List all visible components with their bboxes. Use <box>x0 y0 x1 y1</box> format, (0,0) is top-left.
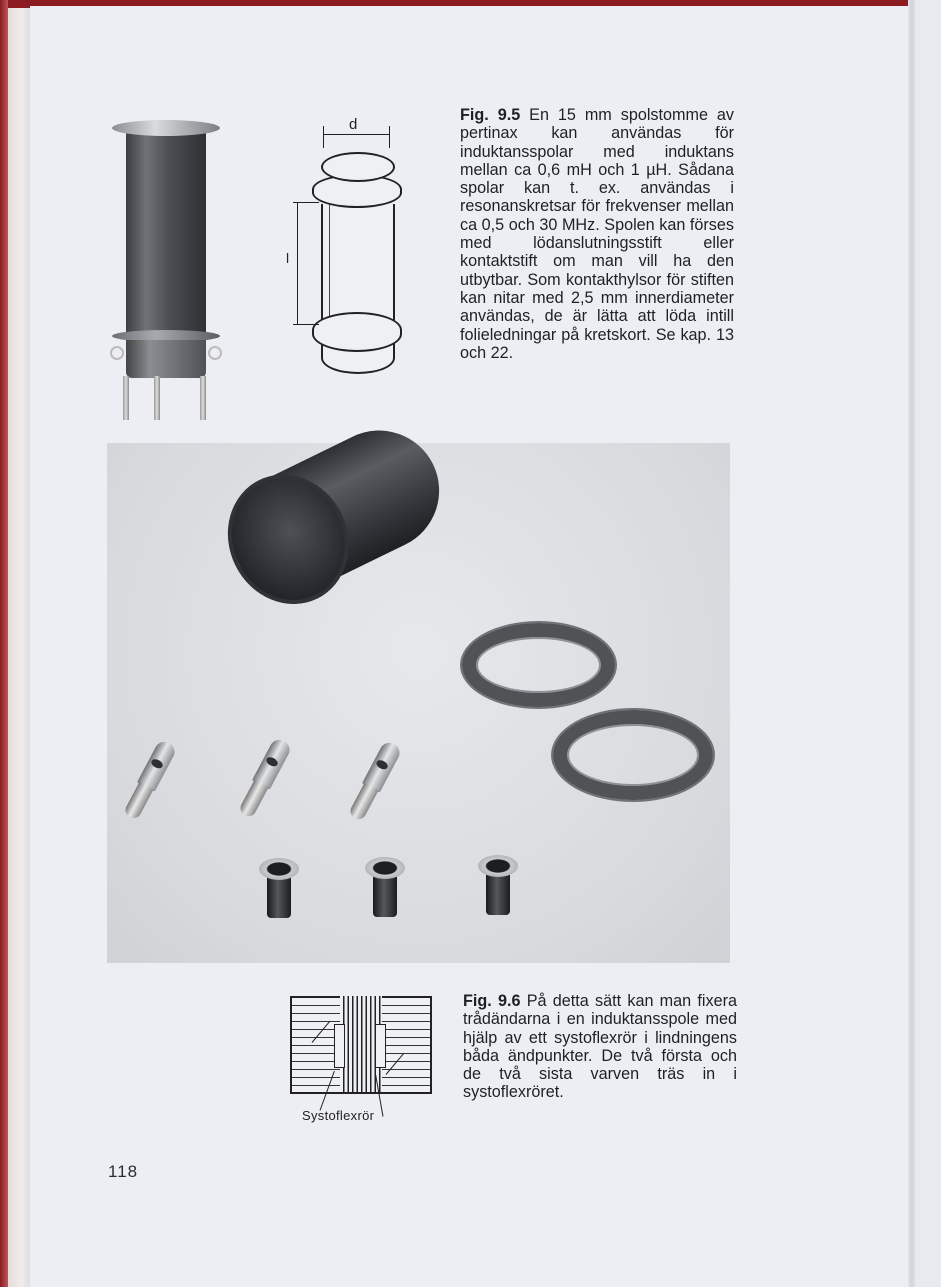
sleeving-tube <box>334 1024 345 1068</box>
dimension-tick <box>323 126 324 148</box>
dimension-tick <box>293 324 319 325</box>
diameter-dimension-line <box>323 134 389 135</box>
sleeving-tube <box>375 1024 386 1068</box>
dimension-tick <box>389 126 390 148</box>
coil-top-flange <box>112 120 220 136</box>
page-number: 118 <box>108 1162 139 1181</box>
book-cover-edge-left <box>0 0 8 1287</box>
coil-tube <box>126 128 206 338</box>
figure-label: Fig. 9.6 <box>463 992 521 1010</box>
drawing-tube-body <box>321 204 395 322</box>
washer <box>462 623 615 707</box>
facing-page-edge <box>916 0 941 1287</box>
washer <box>553 710 713 800</box>
caption-text: På detta sätt kan man fixera trådändarna i en induktansspole med hjälp av ett systoflexrör i lindningens båda ändpunkter. De två första och de två sista varven träs in i systoflexröret. <box>463 992 737 1102</box>
systoflex-label: Systoflexrör <box>302 1108 375 1123</box>
figure-label: Fig. 9.5 <box>460 106 521 124</box>
dimension-tick <box>293 202 319 203</box>
drawing-top-ring <box>321 152 395 182</box>
coil-base <box>126 340 206 378</box>
rivet <box>259 858 299 920</box>
drawing-tube-edge <box>329 204 330 322</box>
contact-pin <box>118 737 180 824</box>
coil-former-drawing <box>285 112 410 382</box>
figure-caption-9-5 <box>460 106 734 362</box>
length-dimension-line <box>297 202 298 324</box>
page-stack-edge <box>8 8 30 1287</box>
contact-pin <box>233 735 295 822</box>
drawing-bottom-flange <box>312 312 402 352</box>
caption-text: En 15 mm spolstomme av pertinax kan användas för induktansspolar med induktans mellan ca 0,6 mH och 1 µH. Sådana spolar kan t. ex. användas i resonanskretsar för frekvenser mellan ca 0,5 och 30 MHz. Spolen kan förses med lödanslutningsstift eller kontaktstift om man vill ha den utbytbar. Som kontakthylsor för stiften kan nitar med 2,5 mm innerdiameter användas, de är lätta att löda intill folieledningar på kretskort. Se kap. 13 och 22. <box>460 106 735 362</box>
winding-drawing <box>290 996 430 1126</box>
coil-pin <box>200 376 206 420</box>
figure-caption-9-6 <box>463 992 737 1102</box>
rivet <box>478 855 518 917</box>
coil-pin <box>123 376 129 420</box>
contact-pin <box>343 738 405 825</box>
components-photo <box>107 443 730 963</box>
page-gutter <box>908 0 916 1287</box>
rivet <box>365 857 405 919</box>
coil-pin <box>154 376 160 420</box>
coil-former-photo <box>110 118 222 423</box>
diameter-label: d <box>349 116 358 133</box>
length-label: l <box>286 250 290 266</box>
solder-hook <box>208 346 222 360</box>
solder-hook <box>110 346 124 360</box>
